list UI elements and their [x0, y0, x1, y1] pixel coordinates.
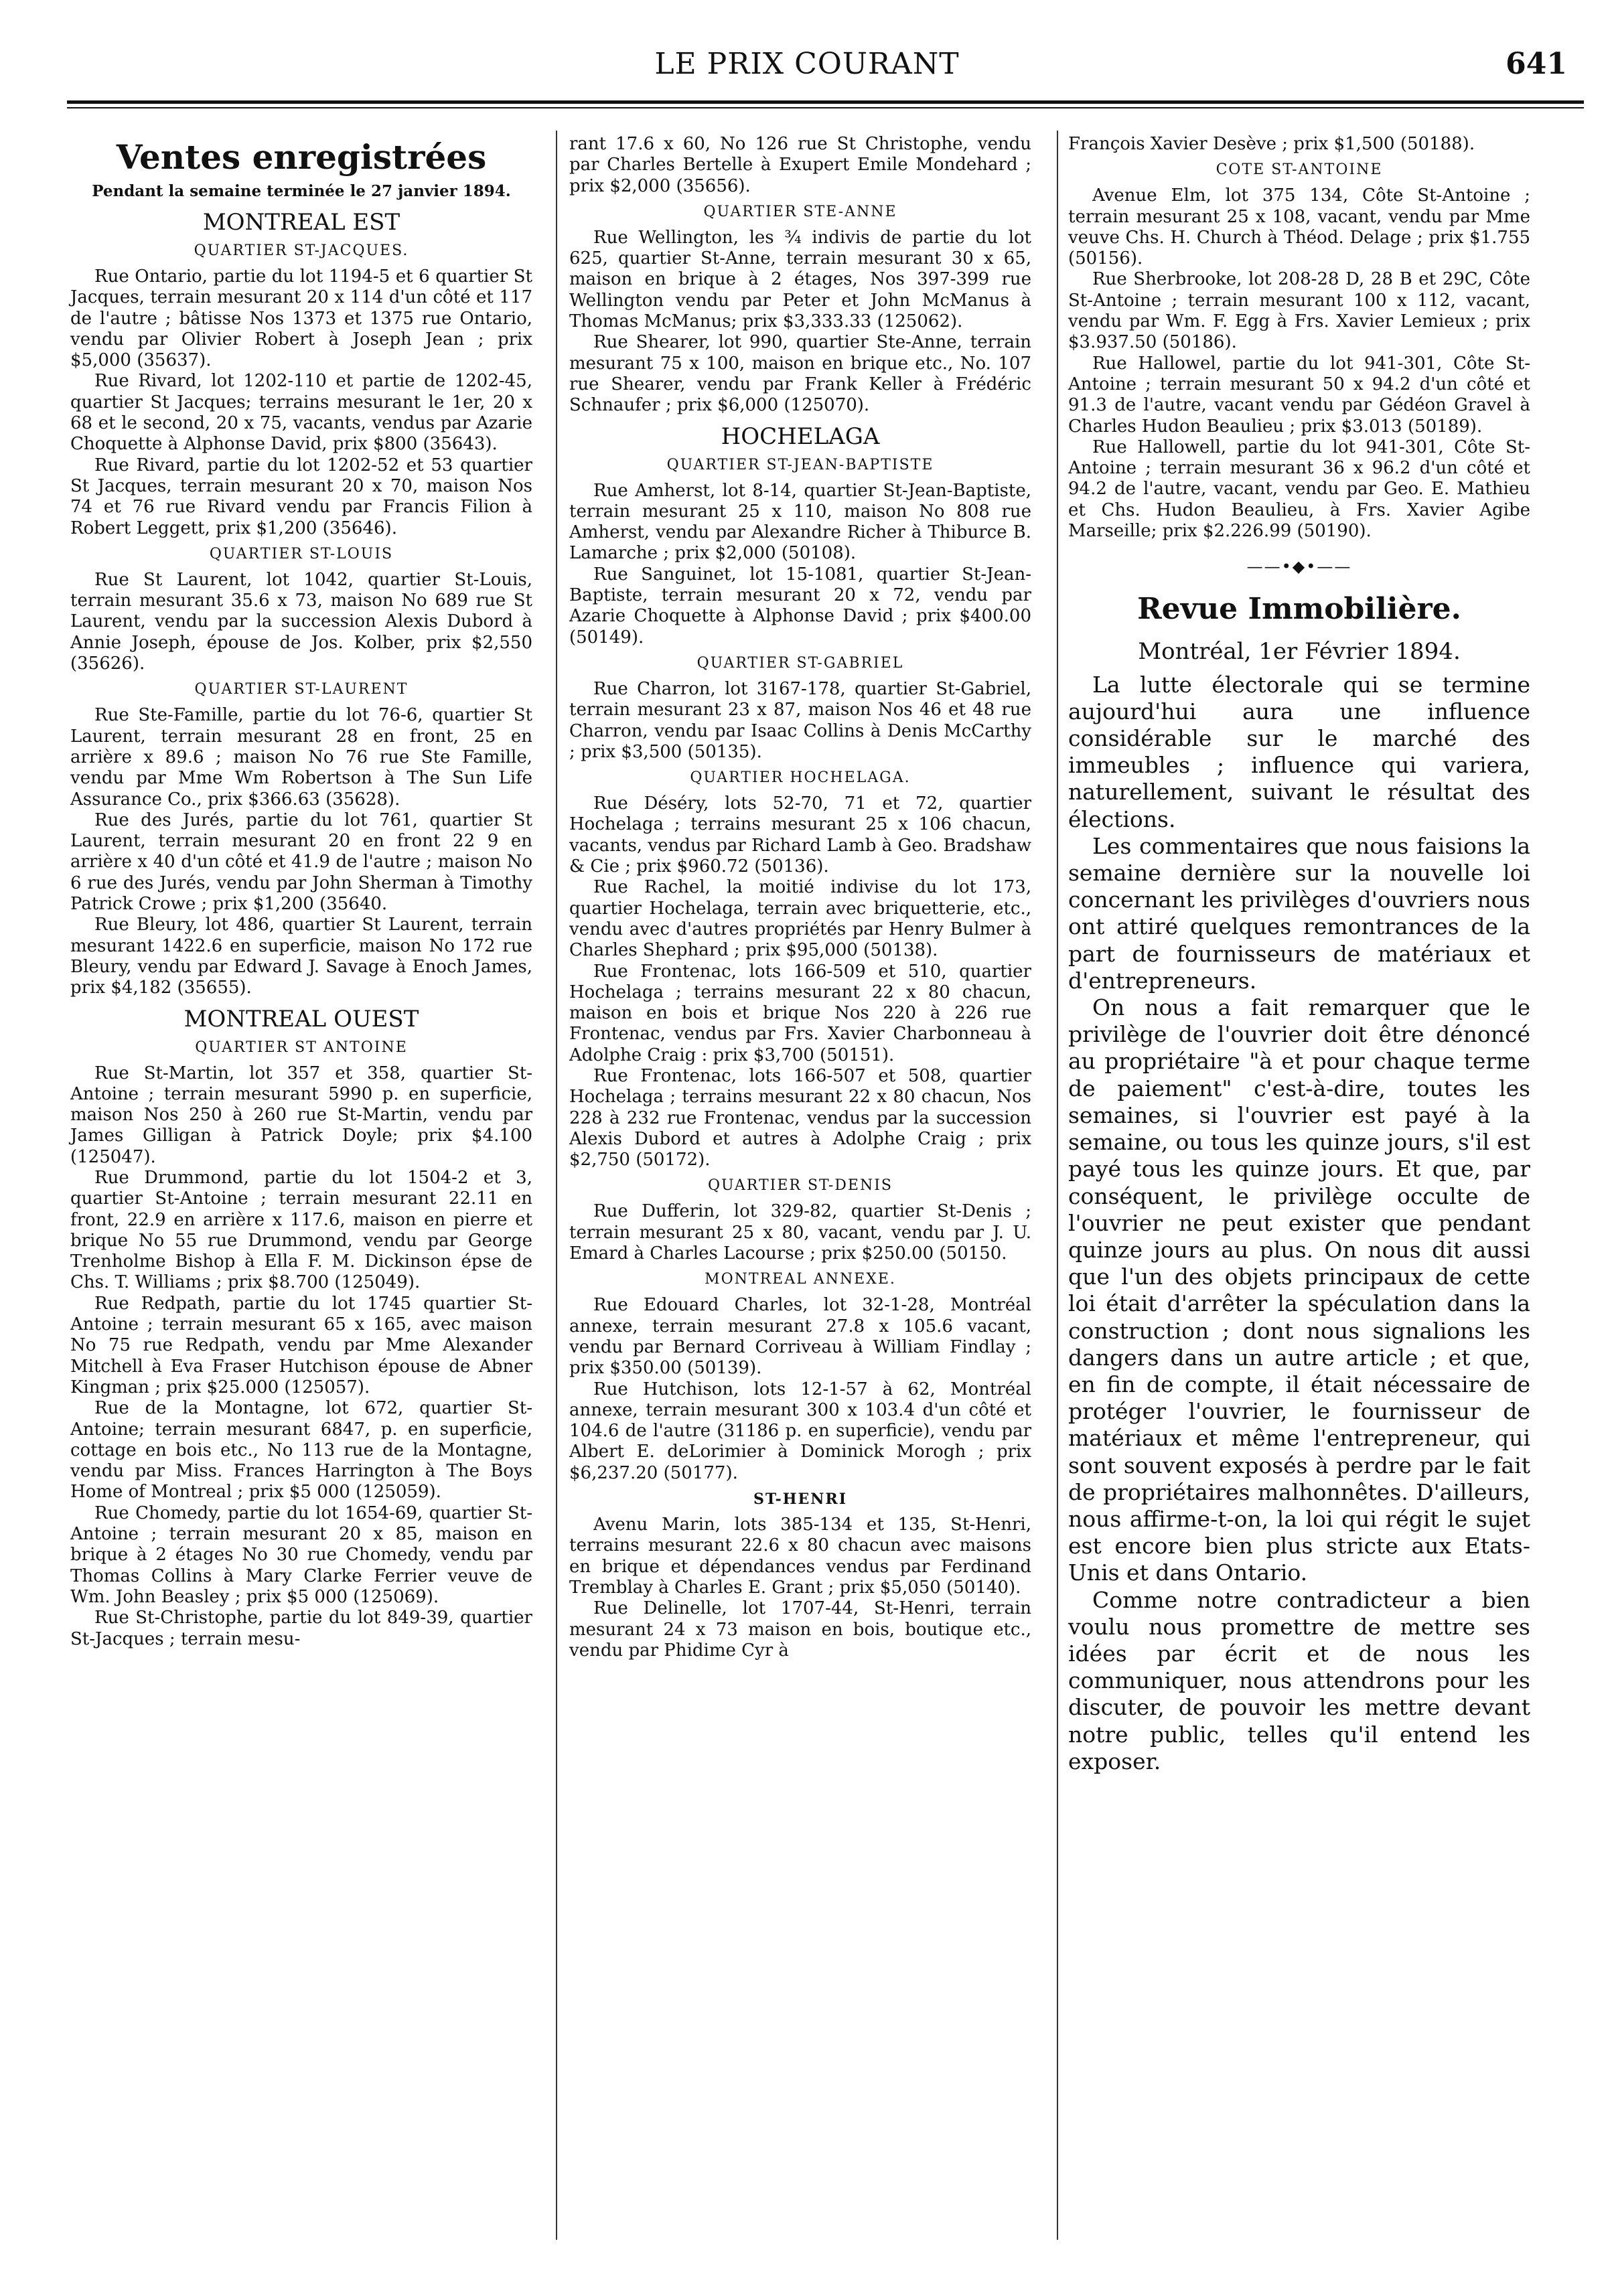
- quarter-heading: ST-HENRI: [753, 1490, 847, 1509]
- quarter-heading: MONTREAL ANNEXE.: [705, 1271, 896, 1288]
- dateline: Montréal, 1er Février 1894.: [1138, 637, 1461, 665]
- sale-entry: Rue Shearer, lot 990, quartier Ste-Anne, terrain mesurant 75 x 100, maison en brique etc., No. 107 rue Shearer, vendu par Frank Keller à Frédéric Schnaufer ; prix $6,000 (125070).: [569, 332, 1031, 416]
- ornament-divider: ——•◆•——: [1246, 557, 1352, 577]
- quarter-heading: QUARTIER ST-JACQUES.: [194, 242, 409, 259]
- sale-entry: Rue Sanguinet, lot 15-1081, quartier St-Jean-Baptiste, terrain mesurant 20 x 72, vendu par Azarie Choquette à Alphonse David ; prix $400.00 (50149).: [569, 564, 1031, 647]
- sale-entry: Rue Chomedy, partie du lot 1654-69, quartier St-Antoine ; terrain mesurant 20 x 85, maison en brique à 2 étages No 30 rue Chomedy, vendu par Thomas Collins à Mary Clarke Ferrier veuve de Wm. John Beasley ; prix $5 000 (125069).: [70, 1503, 532, 1607]
- column-divider: [1057, 131, 1058, 2240]
- running-head: [0, 47, 1614, 100]
- quarter-heading: QUARTIER STE-ANNE: [703, 203, 897, 220]
- publication-title: LE PRIX COURANT: [654, 47, 960, 81]
- article-paragraph: Comme notre contradicteur a bien voulu nous promettre de mettre ses idées par écrit et de nous les communiquer, nous attendrons pour les discuter, de pouvoir les mettre devant notre public, telles qu'il entend les exposer.: [1068, 1586, 1530, 1774]
- sale-entry: Rue Delinelle, lot 1707-44, St-Henri, terrain mesurant 24 x 73 maison en bois, boutique etc., vendu par Phidime Cyr à: [569, 1598, 1031, 1661]
- article-paragraph: On nous a fait remarquer que le privilège de l'ouvrier doit être dénoncé au propriétaire "à et pour chaque terme de paiement" c'est-à-dire, toutes les semaines, si l'ouvrier est payé à la semaine, ou tous les quinze jours, s'il est payé tous les quinze jours. Et que, par conséquent, le privilège occulte de l'ouvrier ne peut exister que pendant quinze jours au plus. On nous dit aussi que l'un des objets principaux de cette loi était d'arrêter la spéculation dans la construction ; dont nous signalions les dangers dans un autre article ; et que, en fin de compte, il était nécessaire de protéger l'ouvrier, le fournisseur de matériaux et même l'entrepreneur, qui sont souvent exposés à perdre par le fait de propriétaires malhonnêtes. D'ailleurs, nous affirme-t-on, la loi qui régit le sujet est encore bien plus stricte aux Etats-Unis et dans Ontario.: [1068, 994, 1530, 1586]
- quarter-heading: QUARTIER ST-DENIS: [708, 1177, 893, 1195]
- sale-entry: Rue Redpath, partie du lot 1745 quartier St-Antoine ; terrain mesurant 65 x 165, avec maison No 75 rue Redpath, vendu par Mme Alexander Mitchell à Eva Fraser Hutchison épouse de Abner Kingman ; prix $25.000 (125057).: [70, 1293, 532, 1397]
- sale-entry: François Xavier Desève ; prix $1,500 (50188).: [1068, 134, 1475, 154]
- article-body: [1068, 672, 1530, 1775]
- sale-entry: Rue Hallowell, partie du lot 941-301, Côte St-Antoine ; terrain mesurant 36 x 96.2 d'un côté et 94.2 de l'autre, vacant, vendu par Geo. E. Mathieu et Chs. Hudon Beaulieu, à Frs. Xavier Agibe Marseille; prix $2.226.99 (50190).: [1068, 437, 1530, 542]
- section-title: Ventes enregistrées: [116, 137, 487, 177]
- quarter-heading: QUARTIER ST-GABRIEL: [696, 654, 904, 672]
- sale-entry: Rue Sherbrooke, lot 208-28 D, 28 B et 29C, Côte St-Antoine ; terrain mesurant 100 x 112, vacant, vendu par Wm. F. Egg à Frs. Xavier Lemieux ; prix $3.937.50 (50186).: [1068, 269, 1530, 353]
- header-rule-thin: [67, 107, 1584, 108]
- column-3: [1068, 134, 1530, 1775]
- quarter-heading: QUARTIER ST-LOUIS: [209, 545, 394, 562]
- sale-entry: Rue Hallowel, partie du lot 941-301, Côte St-Antoine ; terrain mesurant 50 x 94.2 d'un côté et 91.3 de l'autre, vacant vendu par Gédéon Gravel à Charles Hudon Beaulieu ; prix $3.013 (50189).: [1068, 353, 1530, 437]
- page-number: 641: [1506, 47, 1567, 81]
- sale-entry: Rue Ste-Famille, partie du lot 76-6, quartier St Laurent, terrain mesurant 28 en front, 25 en arrière x 89.6 ; maison No 76 rue Ste Famille, vendu par Mme Wm Robertson à The Sun Life Assurance Co., prix $366.63 (35628).: [70, 705, 532, 810]
- quarter-heading: COTE ST-ANTOINE: [1216, 161, 1383, 179]
- sale-entry: Rue Frontenac, lots 166-509 et 510, quartier Hochelaga ; terrains mesurant 22 x 80 chacun, maison en bois et brique Nos 220 à 226 rue Frontenac, vendus par Frs. Xavier Charbonneau à Adolphe Craig : prix $3,700 (50151).: [569, 961, 1031, 1065]
- quarter-heading: QUARTIER ST-LAURENT: [194, 681, 409, 698]
- header-rule: [67, 100, 1584, 104]
- sale-entry: Rue des Jurés, partie du lot 761, quartier St Laurent, terrain mesurant 20 en front 22 9 en arrière x 40 d'un côté et 41.9 de l'autre ; maison No 6 rue des Jurés, vendu par John Sherman à Timothy Patrick Crowe ; prix $1,200 (35640.: [70, 810, 532, 915]
- quarter-heading: QUARTIER ST ANTOINE: [195, 1039, 408, 1056]
- column-2: [569, 134, 1031, 1661]
- sale-entry: Rue Rivard, partie du lot 1202-52 et 53 quartier St Jacques, terrain mesurant 20 x 70, maison Nos 74 et 76 rue Rivard vendu par Francis Filion à Robert Leggett, prix $1,200 (35646).: [70, 455, 532, 538]
- sale-entry: rant 17.6 x 60, No 126 rue St Christophe, vendu par Charles Bertelle à Exupert Emile Mondehard ; prix $2,000 (35656).: [569, 134, 1031, 196]
- sale-entry: Rue St Laurent, lot 1042, quartier St-Louis, terrain mesurant 35.6 x 73, maison No 689 rue St Laurent, vendu par la succession Alexis Dubord à Annie Joseph, épouse de Jos. Kolber, prix $2,550 (35626).: [70, 569, 532, 674]
- sale-entry: Rue Dufferin, lot 329-82, quartier St-Denis ; terrain mesurant 25 x 80, vacant, vendu par J. U. Emard à Charles Lacourse ; prix $250.00 (50150.: [569, 1201, 1031, 1264]
- column-divider: [556, 131, 557, 2240]
- sale-entry: Rue Bleury, lot 486, quartier St Laurent, terrain mesurant 1422.6 en superficie, maison No 172 rue Bleury, vendu par Edward J. Savage à Enoch James, prix $4,182 (35655).: [70, 915, 532, 998]
- district-heading: HOCHELAGA: [721, 423, 880, 450]
- sale-entry: Rue Rachel, la moitié indivise du lot 173, quartier Hochelaga, terrain avec briquetterie, etc., vendu avec d'autres propriétés par Henry Bulmer à Charles Shephard ; prix $95,000 (50138).: [569, 877, 1031, 961]
- sale-entry: Rue Ontario, partie du lot 1194-5 et 6 quartier St Jacques, terrain mesurant 20 x 114 d'un côté et 117 de l'autre ; bâtisse Nos 1373 et 1375 rue Ontario, vendu par Olivier Robert à Joseph Jean ; prix $5,000 (35637).: [70, 266, 532, 371]
- column-1: [70, 134, 532, 1650]
- sale-entry: Rue Déséry, lots 52-70, 71 et 72, quartier Hochelaga ; terrains mesurant 25 x 106 chacun, vacants, vendus par Richard Lamb à Geo. Bradshaw & Cie ; prix $960.72 (50136).: [569, 793, 1031, 877]
- sale-entry: Avenue Elm, lot 375 134, Côte St-Antoine ; terrain mesurant 25 x 108, vacant, vendu par Mme veuve Chs. H. Church à Théod. Delage ; prix $1.755 (50156).: [1068, 185, 1530, 269]
- quarter-heading: QUARTIER ST-JEAN-BAPTISTE: [666, 456, 934, 473]
- article-paragraph: Les commentaires que nous faisions la semaine dernière sur la nouvelle loi concernant les privilèges d'ouvriers nous ont attiré quelques remontrances de la part de fournisseurs de matériaux et d'entrepreneurs.: [1068, 832, 1530, 994]
- sale-entry: Rue Rivard, lot 1202-110 et partie de 1202-45, quartier St Jacques; terrains mesurant le 1er, 20 x 68 et le second, 20 x 75, vacants, vendus par Azarie Choquette à Alphonse David, prix $800 (35643).: [70, 371, 532, 455]
- district-heading: MONTREAL EST: [202, 209, 400, 236]
- sale-entry: Rue Charron, lot 3167-178, quartier St-Gabriel, terrain mesurant 23 x 87, maison Nos 46 et 48 rue Charron, vendu par Isaac Collins à Denis McCarthy ; prix $3,500 (50135).: [569, 678, 1031, 762]
- section-title: Revue Immobilière.: [1137, 591, 1461, 626]
- quarter-heading: QUARTIER HOCHELAGA.: [690, 769, 911, 787]
- district-heading: MONTREAL OUEST: [184, 1005, 419, 1032]
- sale-entry: Rue Wellington, les ¾ indivis de partie du lot 625, quartier St-Anne, terrain mesurant 30 x 65, maison en brique à 2 étages, Nos 397-399 rue Wellington vendu par Peter et John McManus à Thomas McManus; prix $3,333.33 (125062).: [569, 227, 1031, 332]
- article-paragraph: La lutte électorale qui se termine aujourd'hui aura une influence considérable sur le marché des immeubles ; influence qui variera, naturellement, suivant le résultat des élections.: [1068, 671, 1530, 832]
- section-subtitle: Pendant la semaine terminée le 27 janvier 1894.: [92, 182, 511, 200]
- sale-entry: Rue Edouard Charles, lot 32-1-28, Montréal annexe, terrain mesurant 27.8 x 105.6 vacant, vendu par Bernard Corriveau à William Findlay ; prix $350.00 (50139).: [569, 1295, 1031, 1379]
- sale-entry: Rue St-Martin, lot 357 et 358, quartier St-Antoine ; terrain mesurant 5990 p. en superficie, maison Nos 250 à 260 rue St-Martin, vendu par James Gilligan à Patrick Doyle; prix $4.100 (125047).: [70, 1063, 532, 1167]
- sale-entry: Rue de la Montagne, lot 672, quartier St-Antoine; terrain mesurant 6847, p. en superficie, cottage en bois etc., No 113 rue de la Montagne, vendu par Miss. Frances Harrington à The Boys Home of Montreal ; prix $5 000 (125059).: [70, 1398, 532, 1503]
- sale-entry: Rue Drummond, partie du lot 1504-2 et 3, quartier St-Antoine ; terrain mesurant 22.11 en front, 22.9 en arrière x 117.6, maison en pierre et brique No 55 rue Drummond, vendu par George Trenholme Bishop à Ella F. M. Dickinson épse de Chs. T. Williams ; prix $8.700 (125049).: [70, 1167, 532, 1293]
- sale-entry: Rue Frontenac, lots 166-507 et 508, quartier Hochelaga ; terrains mesurant 22 x 80 chacun, Nos 228 à 232 rue Frontenac, vendus par la succession Alexis Dubord et autres à Adolphe Craig ; prix $2,750 (50172).: [569, 1065, 1031, 1170]
- sale-entry: Rue Hutchison, lots 12-1-57 à 62, Montréal annexe, terrain mesurant 300 x 103.4 d'un côté et 104.6 de l'autre (31186 p. en superficie), vendu par Albert E. deLorimier à Dominick Morogh ; prix $6,237.20 (50177).: [569, 1379, 1031, 1483]
- sale-entry: Avenu Marin, lots 385-134 et 135, St-Henri, terrains mesurant 22.6 x 80 chacun avec maisons en brique et dépendances vendus par Ferdinand Tremblay à Charles E. Grant ; prix $5,050 (50140).: [569, 1515, 1031, 1598]
- sale-entry: Rue St-Christophe, partie du lot 849-39, quartier St-Jacques ; terrain mesu-: [70, 1608, 532, 1649]
- sale-entry: Rue Amherst, lot 8-14, quartier St-Jean-Baptiste, terrain mesurant 25 x 110, maison No 808 rue Amherst, vendu par Alexandre Richer à Thiburce B. Lamarche ; prix $2,000 (50108).: [569, 480, 1031, 564]
